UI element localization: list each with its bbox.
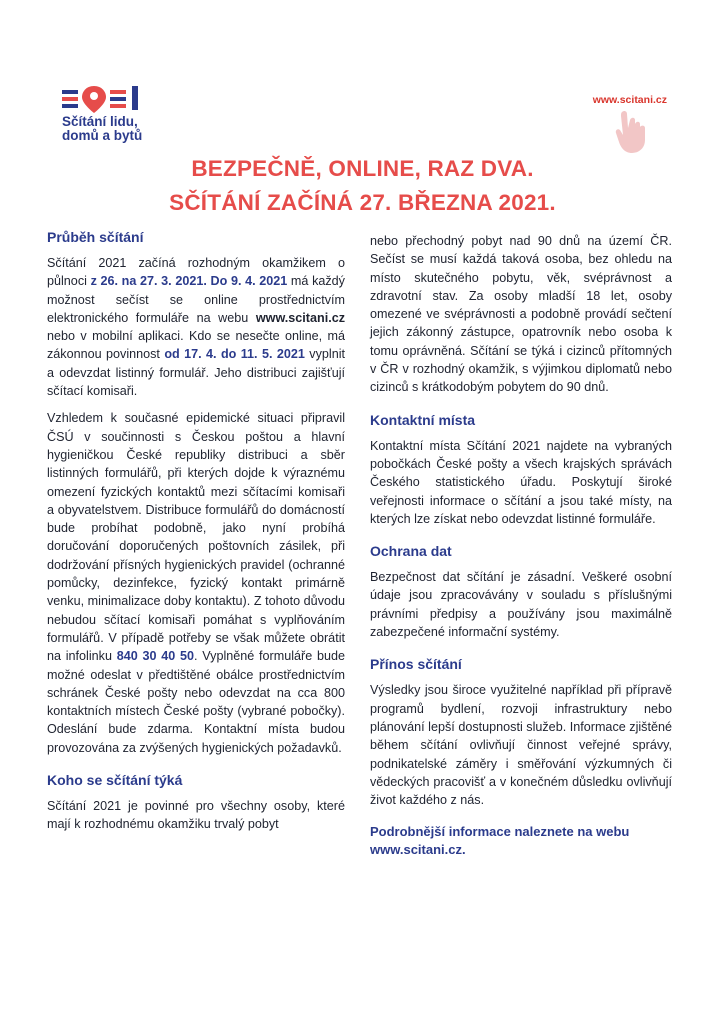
headline-line-1: BEZPEČNĚ, ONLINE, RAZ DVA. [191,156,534,181]
more-info-link[interactable]: www.scitani.cz. [370,842,466,858]
left-column [47,228,345,834]
heading-ochrana: Ochrana dat [370,543,452,560]
more-info-text: Podrobnější informace naleznete na webu [370,824,630,840]
census-logo [62,84,172,143]
dates-online: z 26. na 27. 3. 2021. Do 9. 4. 2021 [90,274,288,289]
logo-year: 2021 [62,84,65,85]
heading-prubeh: Průběh sčítání [47,229,144,245]
prinos-paragraph: Výsledky jsou široce využitelné například při přípravě programů bydlení, rozvoji infrastruktury nebo plánování lepší dostupnosti služeb. Informace zjištěné během sčítání ovlivňují činnost veřejné správy, podnikatelské záměry i směřování výzkumných či vědeckých pracovišť a v konečném důsledku ovlivňují život každého z nás. [370,683,672,808]
infoline-number[interactable]: 840 30 40 50 [116,649,194,664]
website-inline-link[interactable]: www.scitani.cz [255,310,345,325]
kontakt-paragraph: Kontaktní místa Sčítání 2021 najdete na vybraných pobočkách České pošty a všech krajských správách Českého statistického úřadu. Poskytují široké veřejnosti informace o sčítání a jsou také místy, na kterých lze získat nebo odevzdat listinné formuláře. [370,438,672,526]
right-column [370,232,672,859]
heading-kontakt: Kontaktní místa [370,411,476,428]
logo-2021-graphic [62,84,148,114]
koho-paragraph-start: Sčítání 2021 je povinné pro všechny osoby, které mají k rozhodnému okamžiku trvalý pobyt [47,799,345,832]
heading-prinos: Přínos sčítání [370,656,462,673]
ochrana-paragraph: Bezpečnost dat sčítání je zásadní. Veškeré osobní údaje jsou zpracovávány v souladu s příslušnými právními předpisy a používány jsou maximálně zabezpečené informační systémy. [370,570,672,640]
pointing-hand-icon [614,108,650,154]
heading-koho: Koho se sčítání týká [47,772,183,789]
dates-paper: od 17. 4. do 11. 5. 2021 [164,347,305,362]
website-link[interactable]: www.scitani.cz [592,94,667,106]
headline-line-2: SČÍTÁNÍ ZAČÍNÁ 27. BŘEZNA 2021. [169,190,556,215]
logo-line-1: Sčítání lidu, [62,114,138,129]
more-info [370,823,672,859]
logo-line-2: domů a bytů [62,128,143,143]
prubeh-paragraph-1: Sčítání 2021 začíná rozhodným okamžikem o půlnoci z 26. na 27. 3. 2021. Do 9. 4. 2021 má každý možnost sečíst se online prostřednictvím elektronického formuláře na webu www.scitani.cz nebo v mobilní aplikaci. Kdo se nesečte online, má zákonnou povinnost od 17. 4. do 11. 5. 2021 vyplnit a odevzdat listinný formulář. Jeho distribuci zajišťují sčítací komisaři. [47,256,345,399]
prubeh-paragraph-2: Vzhledem k současné epidemické situaci připravil ČSÚ v součinnosti s Českou poštou a hlavní hygieničkou České republiky distribuci a sběr listinných formulářů, při kterých dojde k výraznému omezení fyzických kontaktů mezi sčítacími komisaři a obyvatelstvem. Distribuce formulářů do domácností bude probíhat podobně, jako nyní probíhá doručování doporučených poštovních zásilek, při dodržování přísných hygienických pravidel (ochranné pomůcky, dezinfekce, fyzický kontakt primárně venku, minimalizace doby kontaktu). Z tohoto důvodu nebudou sčítací komisaři pomáhat s vyplňováním formulářů. V případě potřeby se však můžete obrátit na infolinku 840 30 40 50. Vyplněné formuláře bude možné odeslat v předtištěné obálce prostřednictvím schránek České pošty nebo odevzdat na cca 800 kontaktních místech České pošty (vybrané pobočky). Odeslání bude zdarma. Kontaktní místa budou provozována za zvýšených hygienických požadavků. [47,411,345,755]
koho-paragraph-continued: nebo přechodný pobyt nad 90 dnů na území ČR. Sečíst se musí každá taková osoba, bez ohledu na místo skutečného pobytu, věk, svéprávnost a zdravotní stav. Za osoby mladší 18 let, osoby omezené ve svéprávnosti a podobně provádí sečtení jejich zákonný zástupce, opatrovník nebo osoba k tomu oprávněná. Sčítání se týká i cizinců přítomných v ČR v rozhodný okamžik, s výjimkou diplomatů nebo cizinců s krátkodobým pobytem do 90 dnů. [370,234,672,395]
